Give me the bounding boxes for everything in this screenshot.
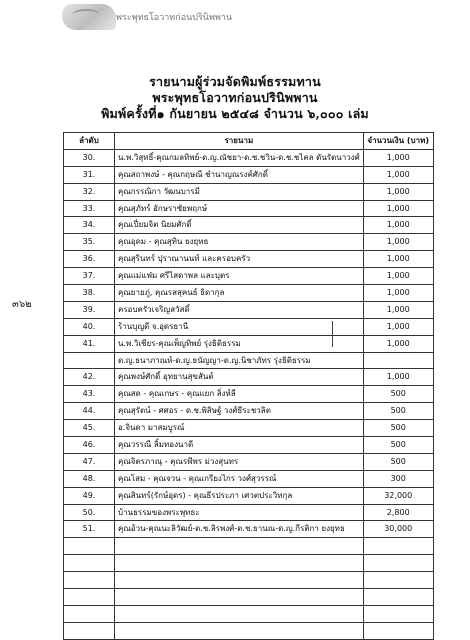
header-name: รายนาม xyxy=(115,133,364,150)
row-name: คุณสินทร์(รักษ์อุดร) - คุณธีรประภา เศวตประวิทกุล xyxy=(115,487,364,504)
header-amount: จำนวนเงิน (บาท) xyxy=(363,133,433,150)
table-row xyxy=(64,285,434,302)
table-row xyxy=(64,420,434,437)
row-number: 31. xyxy=(64,166,115,183)
row-amount: 500 xyxy=(363,437,433,454)
row-amount: 1,000 xyxy=(363,369,433,386)
table-row xyxy=(64,352,434,369)
title-line-3: พิมพ์ครั้งที่๑ กันยายน ๒๕๔๘ จำนวน ๖,๐๐๐ เล่ม xyxy=(101,106,369,121)
row-name: คุณอ้วน-คุณนะลิวัฒย์-ด.ช.ลิรพงศ์-ด.ช.ธานณ-ด.ญ.กีรติกา ยงยุทธ xyxy=(115,521,364,538)
table-row xyxy=(64,301,434,318)
page-number: ๓๖๒ xyxy=(12,299,32,310)
donor-table-body xyxy=(64,149,434,639)
row-name: คุณพงษ์ศักดิ์ อุทยานสุขสันต์ xyxy=(115,369,364,386)
table-row xyxy=(64,318,434,335)
row-number: 32. xyxy=(64,183,115,200)
row-amount: 32,000 xyxy=(363,487,433,504)
row-amount: 1,000 xyxy=(363,200,433,217)
donor-table xyxy=(63,132,434,640)
row-amount: 2,800 xyxy=(363,504,433,521)
table-row xyxy=(64,335,434,352)
table-row xyxy=(64,217,434,234)
row-amount xyxy=(363,555,433,572)
row-name: คุณสด - คุณเกษร - คุณแยก ลิ่งห์ลี xyxy=(115,386,364,403)
table-row xyxy=(64,369,434,386)
row-name: คุณเปี่ยมจิต นิยมศักดิ์ xyxy=(115,217,364,234)
row-name: คุณวรรณี ลิ้มทองนาดี xyxy=(115,437,364,454)
row-number xyxy=(64,622,115,639)
row-amount: 500 xyxy=(363,420,433,437)
table-row xyxy=(64,572,434,589)
buddha-logo-icon xyxy=(62,4,116,30)
row-name: คุณจิตรภาณุ - คุณรพีพร ม่วงสุนทร xyxy=(115,453,364,470)
table-row xyxy=(64,453,434,470)
row-amount: 1,000 xyxy=(363,149,433,166)
row-name: คุณยายภู่, คุณรสสุคนธ์ ธิดากุล xyxy=(115,285,364,302)
table-row xyxy=(64,268,434,285)
row-name: ด.ญ.ธนาภาณห์-ด.ญ.ธนัญญา-ด.ญ.นิชาภัทร รุ่งธิติธรรม xyxy=(115,352,364,369)
row-amount: 300 xyxy=(363,470,433,487)
row-name: คุณโสม - คุณจวน - คุณเกรียงไกร วงศ์สุวรรณ์ xyxy=(115,470,364,487)
row-amount xyxy=(363,572,433,589)
table-row xyxy=(64,470,434,487)
table-row xyxy=(64,521,434,538)
row-number: 49. xyxy=(64,487,115,504)
table-row xyxy=(64,386,434,403)
row-number: 30. xyxy=(64,149,115,166)
row-number xyxy=(64,555,115,572)
row-number: 42. xyxy=(64,369,115,386)
row-name: ครอบครัวเจริญสวัสดิ์ xyxy=(115,301,364,318)
row-name xyxy=(115,538,364,555)
row-name: บ้านธรรมของพระพุทธะ xyxy=(115,504,364,521)
table-row xyxy=(64,605,434,622)
document-title xyxy=(0,74,470,122)
row-number: 47. xyxy=(64,453,115,470)
row-amount: 1,000 xyxy=(363,217,433,234)
row-number: 43. xyxy=(64,386,115,403)
row-name xyxy=(115,622,364,639)
row-amount: 1,000 xyxy=(363,234,433,251)
table-row xyxy=(64,504,434,521)
row-amount: 1,000 xyxy=(363,251,433,268)
row-amount xyxy=(363,538,433,555)
row-name: คุณสุรินทร์ ปุราณานนท์ และครอบครัว xyxy=(115,251,364,268)
table-row xyxy=(64,437,434,454)
table-row xyxy=(64,149,434,166)
table-row xyxy=(64,538,434,555)
row-number xyxy=(64,605,115,622)
row-name: อ.จินดา มาสมบูรณ์ xyxy=(115,420,364,437)
row-amount: 1,000 xyxy=(363,318,433,335)
row-amount: 1,000 xyxy=(363,285,433,302)
row-amount: 1,000 xyxy=(363,268,433,285)
row-amount: 1,000 xyxy=(363,183,433,200)
row-number: 40. xyxy=(64,318,115,335)
row-amount xyxy=(363,352,433,369)
table-row xyxy=(64,251,434,268)
row-number: 37. xyxy=(64,268,115,285)
table-row xyxy=(64,234,434,251)
row-number: 45. xyxy=(64,420,115,437)
row-amount: 30,000 xyxy=(363,521,433,538)
row-number: 44. xyxy=(64,403,115,420)
bracket-mark xyxy=(332,321,335,347)
table-row xyxy=(64,403,434,420)
row-number: 51. xyxy=(64,521,115,538)
row-amount: 500 xyxy=(363,453,433,470)
row-number: 38. xyxy=(64,285,115,302)
row-amount: 1,000 xyxy=(363,301,433,318)
row-name: คุณสุภัทร์ อักษราชัยพฤกษ์ xyxy=(115,200,364,217)
row-amount: 500 xyxy=(363,403,433,420)
row-name xyxy=(115,555,364,572)
row-number xyxy=(64,538,115,555)
table-row xyxy=(64,166,434,183)
row-amount: 1,000 xyxy=(363,166,433,183)
row-amount: 500 xyxy=(363,386,433,403)
row-amount xyxy=(363,605,433,622)
row-name xyxy=(115,572,364,589)
title-line-2: พระพุทธโอวาทก่อนปรินิพพาน xyxy=(152,90,318,105)
row-amount xyxy=(363,622,433,639)
table-row xyxy=(64,589,434,606)
header-number: ลำดับ xyxy=(64,133,115,150)
row-amount xyxy=(363,589,433,606)
row-name: คุณแม่แฟ่ม ศรีไสดาพล และบุตร xyxy=(115,268,364,285)
row-number: 41. xyxy=(64,335,115,352)
row-name: คุณสถาพงษ์ - คุณกฤษณี ชำนาญณรงค์ศักดิ์ xyxy=(115,166,364,183)
row-number: 50. xyxy=(64,504,115,521)
row-number: 33. xyxy=(64,200,115,217)
row-name xyxy=(115,589,364,606)
row-name: คุณกรรณิกา วัฒนบารมี xyxy=(115,183,364,200)
table-row xyxy=(64,555,434,572)
row-name: คุณสุรัตน์ - ศศอร - ด.ช.พิสิษฐ์ วงศ์ธีระชวลิต xyxy=(115,403,364,420)
row-number xyxy=(64,352,115,369)
table-row xyxy=(64,183,434,200)
title-line-1: รายนามผู้ร่วมจัดพิมพ์ธรรมทาน xyxy=(149,74,321,89)
table-row xyxy=(64,487,434,504)
row-number: 48. xyxy=(64,470,115,487)
row-number: 34. xyxy=(64,217,115,234)
row-number: 36. xyxy=(64,251,115,268)
row-number: 35. xyxy=(64,234,115,251)
table-header-row xyxy=(64,133,434,150)
row-number: 39. xyxy=(64,301,115,318)
table-row xyxy=(64,622,434,639)
row-amount: 1,000 xyxy=(363,335,433,352)
table-row xyxy=(64,200,434,217)
header-title: พระพุทธโอวาทก่อนปรินิพพาน xyxy=(116,13,233,23)
row-name: ร้านบุญดี จ.อุดรธานี xyxy=(115,318,364,335)
row-name: คุณอุดม - คุณสุทิน ยงยุทธ xyxy=(115,234,364,251)
row-name: น.พ.วิเชียร-คุณเพ็ญทิพย์ รุ่งธิติธรรม xyxy=(115,335,364,352)
row-name: น.พ.วิสุทธิ์-คุณกมลทิพย์-ด.ญ.ณัชยา-ด.ช.ชวิน-ด.ช.ชไคล ตันรัตนาวงศ์ xyxy=(115,149,364,166)
row-number: 46. xyxy=(64,437,115,454)
row-name xyxy=(115,605,364,622)
header-banner xyxy=(62,4,282,30)
row-number xyxy=(64,589,115,606)
row-number xyxy=(64,572,115,589)
